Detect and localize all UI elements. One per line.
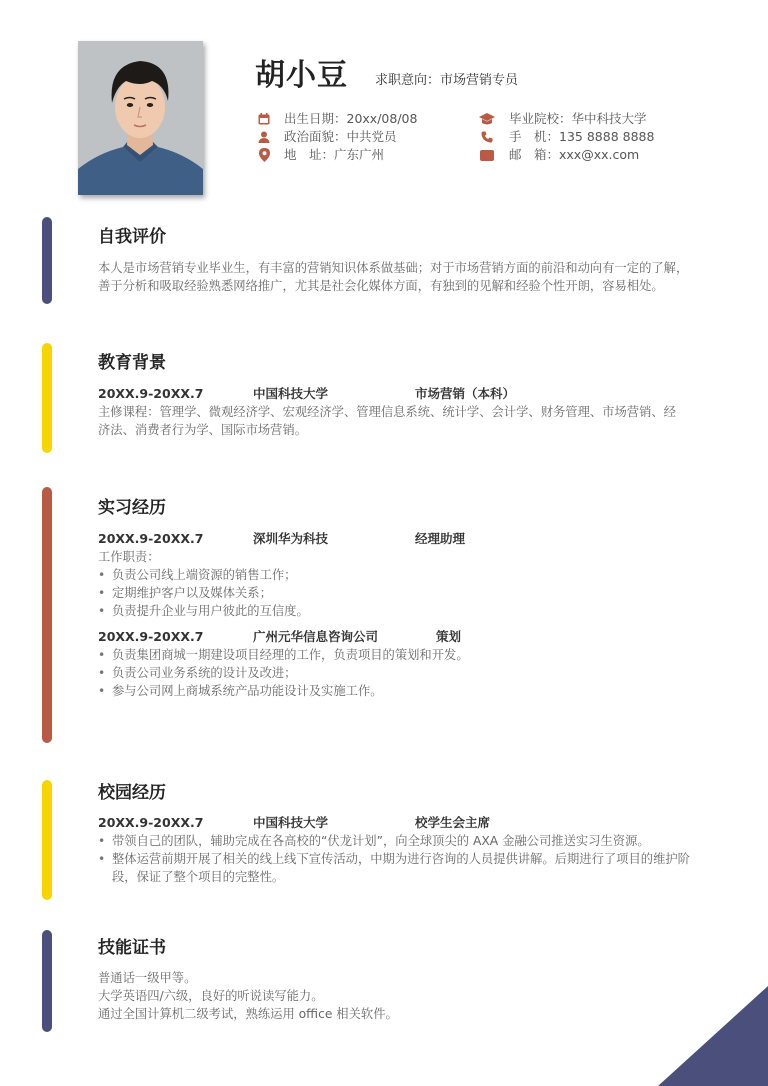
job-intent: 求职意向：市场营销专员 <box>375 73 519 88</box>
calendar-icon <box>256 110 272 128</box>
address: 地 址：广东广州 <box>284 147 385 162</box>
corner-triangle-decoration <box>658 986 768 1086</box>
section-bar-intern <box>42 487 52 743</box>
edu-major: 市场营销（本科） <box>415 386 516 401</box>
campus-date: 20XX.9-20XX.7 <box>98 815 204 830</box>
campus-role: 校学生会主席 <box>415 815 491 830</box>
campus-activities <box>98 832 708 886</box>
person-icon <box>256 128 272 146</box>
candidate-name: 胡小豆 <box>255 58 348 93</box>
profile-photo <box>78 41 203 195</box>
self-line-2: 善于分析和吸取经验熟悉网络推广，尤其是社会化媒体方面，有独到的见解和经验个性开朗，容易相处。 <box>98 279 664 293</box>
section-title-campus: 校园经历 <box>98 783 166 803</box>
intern2-company: 广州元华信息咨询公司 <box>253 629 379 644</box>
phone-icon <box>479 128 495 146</box>
section-title-self: 自我评价 <box>98 227 166 247</box>
list-item: • 负责公司业务系统的设计及改进； <box>98 664 720 682</box>
intern1-date: 20XX.9-20XX.7 <box>98 531 204 546</box>
campus-school: 中国科技大学 <box>253 815 329 830</box>
section-bar-campus <box>42 780 52 900</box>
info-left-icons <box>256 110 272 164</box>
edu-date: 20XX.9-20XX.7 <box>98 386 204 401</box>
list-item: • 带领自己的团队，辅助完成在各高校的“伏龙计划”，向全球顶尖的 AXA 金融公司推送实习生资源。 <box>98 832 708 850</box>
internship-2 <box>98 628 720 700</box>
list-item: • 参与公司网上商城系统产品功能设计及实施工作。 <box>98 682 720 700</box>
school: 毕业院校：华中科技大学 <box>509 111 647 126</box>
section-title-edu: 教育背景 <box>98 353 166 373</box>
list-item: • 整体运营前期开展了相关的线上线下宣传活动，中期为进行咨询的人员提供讲解。后期进行了项目的维护阶段，保证了整个项目的完整性。 <box>98 850 708 886</box>
skills <box>98 969 720 1023</box>
skill-line-3: 通过全国计算机二级考试，熟练运用 office 相关软件。 <box>98 1007 398 1021</box>
section-title-intern: 实习经历 <box>98 498 166 518</box>
mail-icon <box>479 146 495 164</box>
intern2-duties <box>98 646 720 700</box>
intern1-head <box>98 530 720 548</box>
section-bar-edu <box>42 343 52 453</box>
edu-line-2: 济法、消费者行为学、国际市场营销。 <box>98 423 308 437</box>
birthdate: 出生日期：20xx/08/08 <box>284 111 418 126</box>
list-item: • 负责提升企业与用户彼此的互信度。 <box>98 602 720 620</box>
self-line-1: 本人是市场营销专业毕业生，有丰富的营销知识体系做基础；对于市场营销方面的前沿和动向有一定的了解， <box>98 261 689 275</box>
skill-line-2: 大学英语四/六级，良好的听说读写能力。 <box>98 989 324 1003</box>
intern2-head <box>98 628 720 646</box>
edu-school: 中国科技大学 <box>253 386 329 401</box>
location-icon <box>256 146 272 164</box>
section-bar-self <box>42 217 52 304</box>
phone-number: 手 机：135 8888 8888 <box>509 129 655 144</box>
education <box>98 385 720 439</box>
intern1-duties <box>98 566 720 620</box>
intern1-role: 经理助理 <box>415 531 466 546</box>
list-item: • 负责公司线上端资源的销售工作； <box>98 566 720 584</box>
internship-1 <box>98 530 720 620</box>
list-item: • 负责集团商城一期建设项目经理的工作，负责项目的策划和开发。 <box>98 646 720 664</box>
info-right-icons <box>479 110 495 164</box>
intern1-company: 深圳华为科技 <box>253 531 329 546</box>
skill-line-1: 普通话一级甲等。 <box>98 971 197 985</box>
email: 邮 箱：xxx@xx.com <box>509 147 640 162</box>
intern2-role: 策划 <box>436 629 462 644</box>
info-left <box>284 110 417 164</box>
intern2-date: 20XX.9-20XX.7 <box>98 629 204 644</box>
political-status: 政治面貌：中共党员 <box>284 129 397 144</box>
intern1-label: 工作职责： <box>98 550 160 564</box>
section-bar-skills <box>42 930 52 1032</box>
info-right <box>509 110 654 164</box>
self-evaluation <box>98 259 720 295</box>
campus-experience <box>98 814 720 886</box>
list-item: • 定期维护客户以及媒体关系； <box>98 584 720 602</box>
graduation-cap-icon <box>479 110 495 128</box>
edu-line-1: 主修课程：管理学、微观经济学、宏观经济学、管理信息系统、统计学、会计学、财务管理、市场营销、经 <box>98 405 676 419</box>
campus-head <box>98 814 720 832</box>
section-title-skills: 技能证书 <box>98 938 166 958</box>
edu-head <box>98 385 720 403</box>
